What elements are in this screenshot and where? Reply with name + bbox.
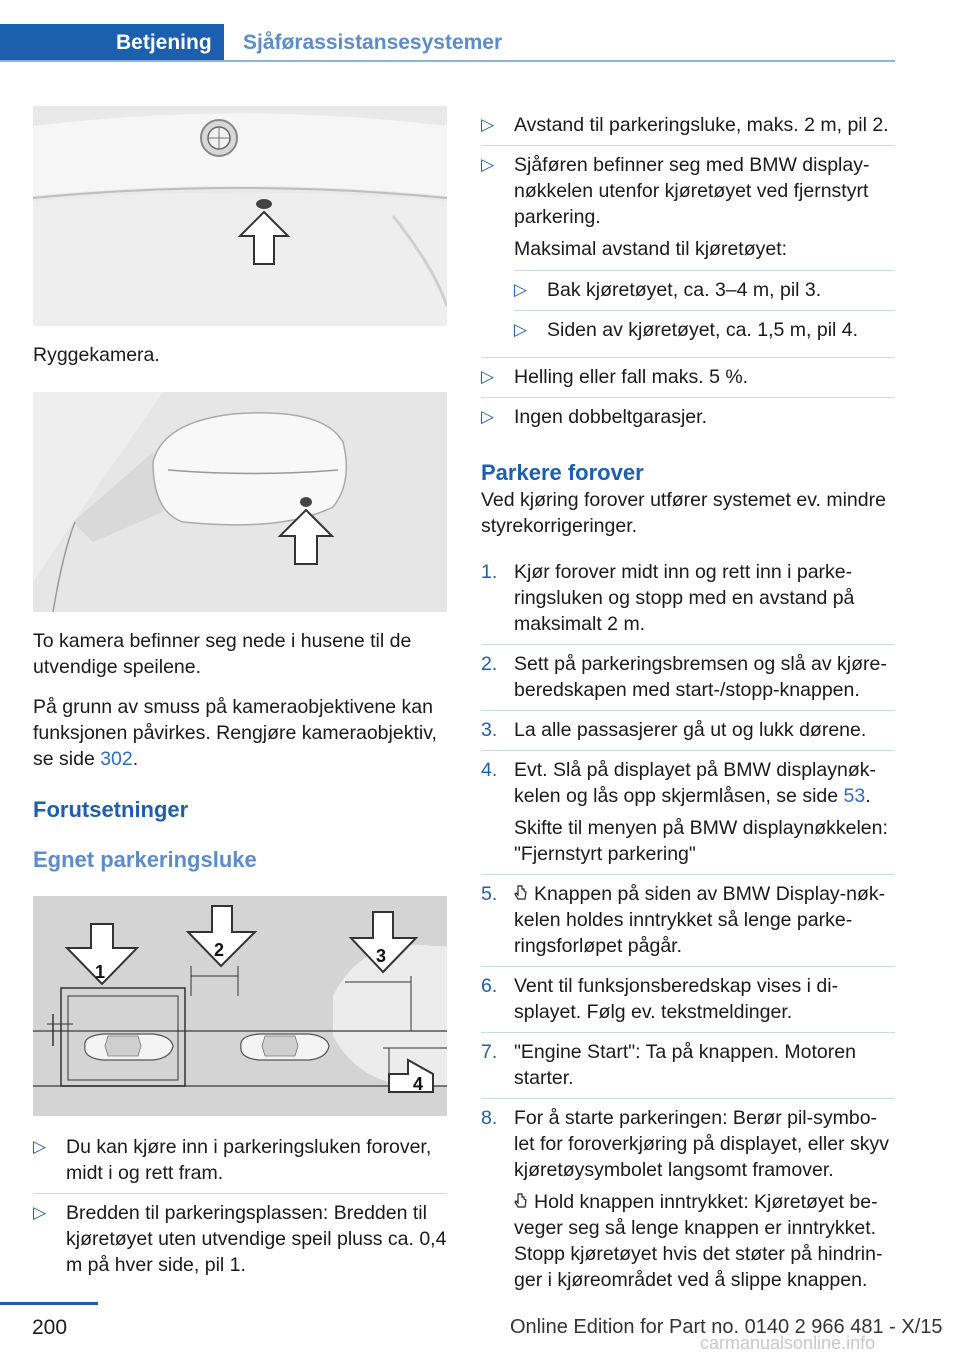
figure-side-mirror-camera xyxy=(33,392,447,612)
list-item xyxy=(481,397,895,437)
list-item-text: Bredden til parkeringsplassen: Bredden til kjøretøyet uten utvendige speil pluss ca. 0,4 m på hver side, pil 1. xyxy=(66,1202,447,1276)
step-item xyxy=(481,874,895,966)
triangle-bullet-icon: ▷ xyxy=(481,115,495,134)
list-item xyxy=(481,145,895,357)
link-page-53[interactable]: 53 xyxy=(843,785,866,807)
max-distance-label: Maksimal avstand til kjøretøyet: xyxy=(514,238,788,260)
figure-parking-space-diagram xyxy=(33,896,447,1116)
diagram-label-4: 4 xyxy=(413,1074,424,1094)
hand-button-icon xyxy=(514,884,528,902)
right-column xyxy=(481,106,895,1300)
step-text: Knappen på siden av BMW Display-nøk-kelen holdes inntrykket så lenge parke-ringsforløpet pågår. xyxy=(514,883,886,957)
step-text: For å starte parkeringen: Berør pil-symbo-let for foroverkjøring på displayet, eller skyv kjøretøysymbolet langsomt framover. xyxy=(514,1107,889,1181)
triangle-bullet-icon: ▷ xyxy=(481,367,495,386)
left-column xyxy=(33,106,447,1285)
watermark: carmanualsonline.info xyxy=(700,1333,876,1353)
list-item-text: Bak kjøretøyet, ca. 3–4 m, pil 3. xyxy=(547,279,822,301)
edition-text: Online Edition for Part no. 0140 2 966 481 - X/15 xyxy=(510,1316,943,1338)
tab-betjening: Betjening xyxy=(0,24,224,62)
paragraph-camera-dirt xyxy=(33,694,447,772)
step-item xyxy=(481,644,895,710)
header-rule xyxy=(0,60,895,62)
list-item-text: Ingen dobbeltgarasjer. xyxy=(514,406,707,428)
step-item xyxy=(481,1032,895,1098)
step-text: Kjør forover midt inn og rett inn i parke-ringsluken og stopp med en avstand på maksimalt 2 m. xyxy=(514,561,855,635)
list-item-text: Du kan kjøre inn i parkeringsluken forover, midt i og rett fram. xyxy=(66,1136,432,1184)
step-number: 7. xyxy=(481,1041,498,1063)
step-number: 5. xyxy=(481,883,498,905)
list-item-text: Sjåføren befinner seg med BMW display-nøkkelen utenfor kjøretøyet ved fjernstyrt parkering. xyxy=(514,154,870,228)
section-title-forutsetninger: Forutsetninger xyxy=(33,797,189,822)
steps-list xyxy=(481,553,895,1300)
step-extra: Skifte til menyen på BMW displaynøkkelen: "Fjernstyrt parkering" xyxy=(514,817,888,865)
step-number: 4. xyxy=(481,759,498,781)
footer-rule xyxy=(0,1302,98,1305)
step-text: Sett på parkeringsbremsen og slå av kjøre-beredskapen med start-/stopp-knappen. xyxy=(514,653,887,701)
list-item xyxy=(514,310,895,350)
subsection-title-egnet-parkeringsluke: Egnet parkeringsluke xyxy=(33,847,257,872)
list-item xyxy=(481,357,895,397)
tab-sjaforassistansesystemer: Sjåførassistansesystemer xyxy=(243,31,503,54)
link-page-302[interactable]: 302 xyxy=(100,748,133,770)
step-number: 1. xyxy=(481,561,498,583)
figure-caption-rear-camera: Ryggekamera. xyxy=(33,344,160,366)
step-text: Evt. Slå på displayet på BMW displaynøk-kelen og lås opp skjermlåsen, se side xyxy=(514,759,876,807)
requirements-list-left xyxy=(33,1128,447,1285)
paragraph-text: På grunn av smuss på kameraobjektivene kan funksjonen påvirkes. Rengjøre kameraobjektiv, se side xyxy=(33,696,437,770)
step-number: 6. xyxy=(481,975,498,997)
step-text: "Engine Start": Ta på knappen. Motoren starter. xyxy=(514,1041,856,1089)
page-number: 200 xyxy=(32,1316,68,1339)
step-item xyxy=(481,553,895,644)
step-number: 3. xyxy=(481,719,498,741)
diagram-label-3: 3 xyxy=(376,946,387,966)
triangle-bullet-icon: ▷ xyxy=(33,1137,47,1156)
step-extra-text: Hold knappen inntrykket: Kjøretøyet be-veger seg så lenge knappen er inntrykket. Stopp kjøretøyet hvis det støter på hindrin-ger i kjøreområdet ved å slippe knappen. xyxy=(514,1191,883,1291)
figure-rear-camera xyxy=(33,106,447,326)
step-text: Vent til funksjonsberedskap vises i di-splayet. Følg ev. tekstmeldinger. xyxy=(514,975,839,1023)
list-item xyxy=(33,1193,447,1285)
list-item-text: Avstand til parkeringsluke, maks. 2 m, pil 2. xyxy=(514,114,889,136)
triangle-bullet-icon: ▷ xyxy=(514,320,528,339)
intro-paragraph: Ved kjøring forover utfører systemet ev. mindre styrekorrigeringer. xyxy=(481,489,886,537)
list-item xyxy=(481,106,895,145)
section-title-parkere-forover: Parkere forover xyxy=(481,460,644,485)
step-item xyxy=(481,966,895,1032)
step-item xyxy=(481,1098,895,1300)
requirements-list-right xyxy=(481,106,895,437)
list-item xyxy=(33,1128,447,1193)
paragraph-text-end: . xyxy=(132,748,139,770)
list-item-text: Siden av kjøretøyet, ca. 1,5 m, pil 4. xyxy=(547,319,859,341)
hand-button-icon xyxy=(514,1192,528,1210)
triangle-bullet-icon: ▷ xyxy=(514,280,528,299)
diagram-label-1: 1 xyxy=(95,962,106,982)
step-number: 2. xyxy=(481,653,498,675)
max-distance-list xyxy=(514,270,895,350)
triangle-bullet-icon: ▷ xyxy=(33,1203,47,1222)
step-item xyxy=(481,710,895,750)
diagram-label-2: 2 xyxy=(214,940,225,960)
paragraph-two-cameras: To kamera befinner seg nede i husene til de utvendige speilene. xyxy=(33,630,412,678)
step-number: 8. xyxy=(481,1107,498,1129)
step-item xyxy=(481,750,895,874)
list-item xyxy=(514,270,895,310)
list-item-text: Helling eller fall maks. 5 %. xyxy=(514,366,749,388)
step-extra xyxy=(514,1189,895,1293)
step-text: La alle passasjerer gå ut og lukk dørene. xyxy=(514,719,867,741)
triangle-bullet-icon: ▷ xyxy=(481,407,495,426)
triangle-bullet-icon: ▷ xyxy=(481,155,495,174)
step-text-end: . xyxy=(865,785,871,807)
